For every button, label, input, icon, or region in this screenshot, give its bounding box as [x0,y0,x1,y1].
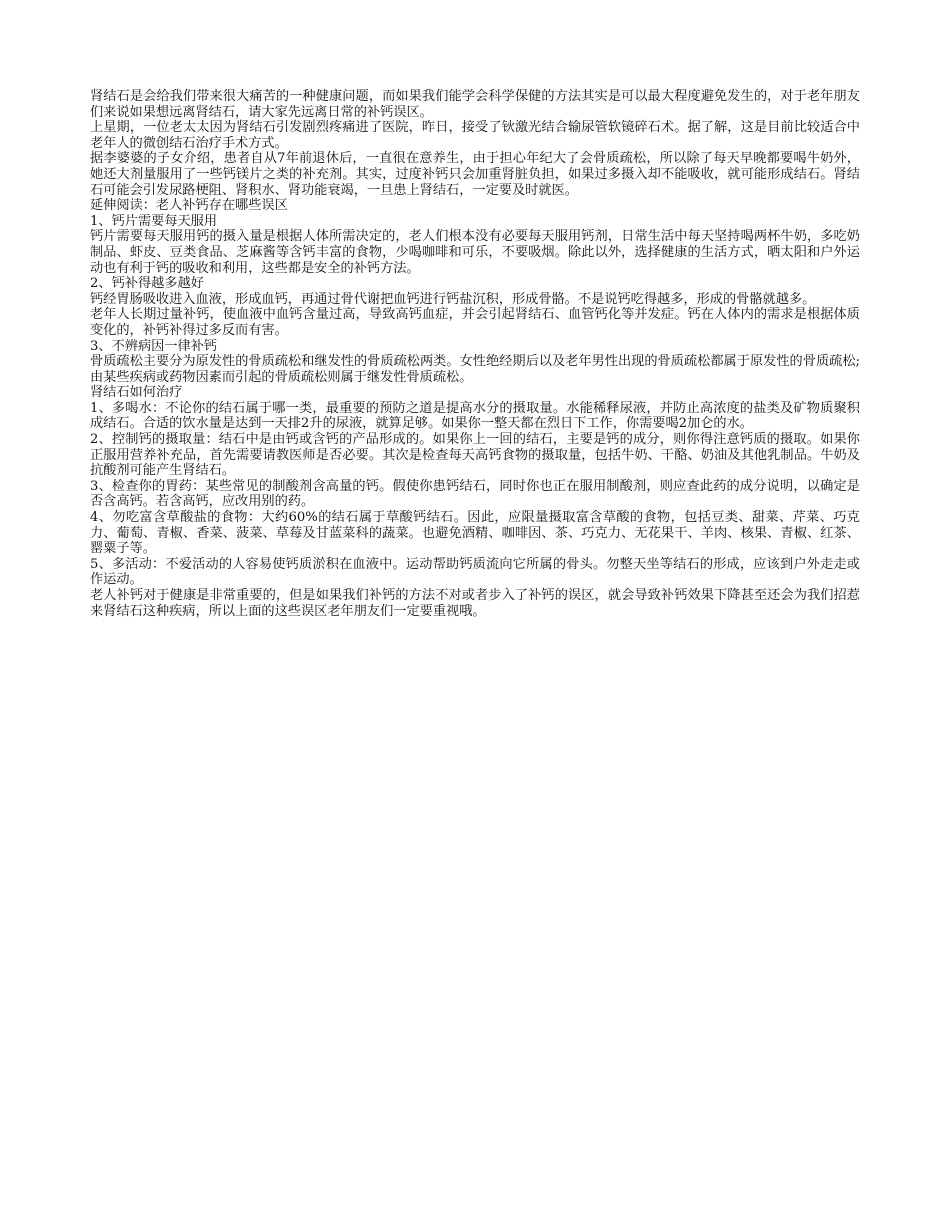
misconception-3-heading: 3、不辨病因一律补钙 [90,338,218,354]
treatment-item-4: 4、勿吃富含草酸盐的食物：大约60%的结石属于草酸钙结石。因此，应限量摄取富含草酸的食物，包括豆类、甜菜、芹菜、巧克力、葡萄、青椒、香菜、菠菜、草莓及甘蓝菜科的蔬菜。也避免酒精、咖啡因、茶、巧克力、无花果干、羊肉、核果、青椒、红茶、罂粟子等。 [90,510,860,557]
conclusion-paragraph: 老人补钙对于健康是非常重要的，但是如果我们补钙的方法不对或者步入了补钙的误区，就会导致补钙效果下降甚至还会为我们招惹来肾结石这种疾病，所以上面的这些误区老年朋友们一定要重视哦。 [90,588,860,619]
misconception-3-body: 骨质疏松主要分为原发性的骨质疏松和继发性的骨质疏松两类。女性绝经期后以及老年男性出现的骨质疏松都属于原发性的骨质疏松;由某些疾病或药物因素而引起的骨质疏松则属于继发性骨质疏松。 [90,354,860,385]
case-paragraph-2: 据李婆婆的子女介绍，患者自从7年前退休后，一直很在意养生，由于担心年纪大了会骨质疏松，所以除了每天早晚都要喝牛奶外，她还大剂量服用了一些钙镁片之类的补充剂。其实，过度补钙只会加重肾脏负担，如果过多摄入却不能吸收，就可能形成结石。肾结石可能会引发尿路梗阻、肾积水、肾功能衰竭，一旦患上肾结石，一定要及时就医。 [90,151,860,198]
treatment-item-2: 2、控制钙的摄取量：结石中是由钙或含钙的产品形成的。如果你上一回的结石，主要是钙的成分，则你得注意钙质的摄取。如果你正服用营养补充品，首先需要请教医师是否必要。其次是检查每天高钙食物的摄取量，包括牛奶、干酪、奶油及其他乳制品。牛奶及抗酸剂可能产生肾结石。 [90,432,860,479]
misconception-2-body-1: 钙经胃肠吸收进入血液，形成血钙，再通过骨代谢把血钙进行钙盐沉积，形成骨骼。不是说钙吃得越多，形成的骨骼就越多。 [90,291,816,307]
extended-reading-heading: 延伸阅读：老人补钙存在哪些误区 [90,198,288,214]
misconception-1-body: 钙片需要每天服用钙的摄入量是根据人体所需决定的，老人们根本没有必要每天服用钙剂，日常生活中每天坚持喝两杯牛奶，多吃奶制品、虾皮、豆类食品、芝麻酱等含钙丰富的食物，少喝咖啡和可乐，不要吸烟。除此以外，选择健康的生活方式，晒太阳和户外运动也有利于钙的吸收和利用，这些都是安全的补钙方法。 [90,229,860,276]
misconception-1-heading: 1、钙片需要每天服用 [90,213,218,229]
misconception-2-heading: 2、钙补得越多越好 [90,276,204,292]
treatment-item-3: 3、检查你的胃药：某些常见的制酸剂含高量的钙。假使你患钙结石，同时你也正在服用制酸剂，则应查此药的成分说明，以确定是否含高钙。若含高钙，应改用别的药。 [90,478,860,510]
misconception-2-body-2: 老年人长期过量补钙，使血液中血钙含量过高，导致高钙血症，并会引起肾结石、血管钙化等并发症。钙在人体内的需求是根据体质变化的，补钙补得过多反而有害。 [90,307,860,338]
treatment-heading: 肾结石如何治疗 [90,385,183,401]
case-paragraph-1: 上星期，一位老太太因为肾结石引发剧烈疼痛进了医院，昨日，接受了钬激光结合输尿管软镜碎石术。据了解，这是目前比较适合中老年人的微创结石治疗手术方式。 [90,120,860,151]
article-body [90,89,860,619]
treatment-item-5: 5、多活动：不爱活动的人容易使钙质淤积在血液中。运动帮助钙质流向它所属的骨头。勿整天坐等结石的形成，应该到户外走走或作运动。 [90,556,860,588]
intro-paragraph: 肾结石是会给我们带来很大痛苦的一种健康问题，而如果我们能学会科学保健的方法其实是可以最大程度避免发生的，对于老年朋友们来说如果想远离肾结石，请大家先远离日常的补钙误区。 [90,89,860,120]
treatment-item-1: 1、多喝水：不论你的结石属于哪一类，最重要的预防之道是提高水分的摄取量。水能稀释尿液，并防止高浓度的盐类及矿物质聚积成结石。合适的饮水量是达到一天排2升的尿液，就算足够。如果你一整天都在烈日下工作，你需要喝2加仑的水。 [90,400,860,432]
